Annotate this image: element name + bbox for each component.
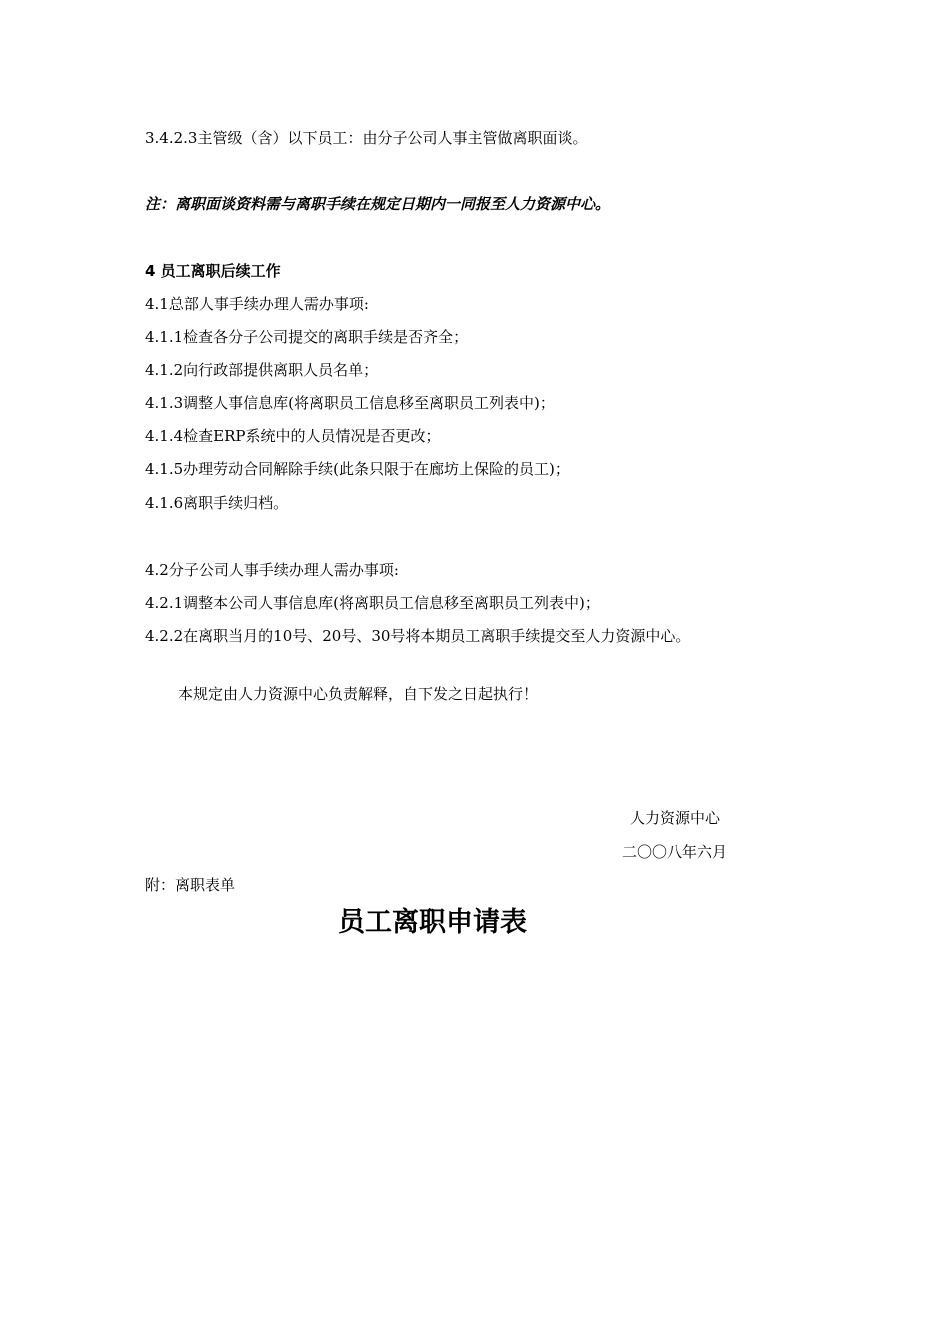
section-4-1-title: 4.1总部人事手续办理人需办事项:	[145, 295, 369, 313]
list-item: 4.2.2在离职当月的10号、20号、30号将本期员工离职手续提交至人力资源中心。	[145, 627, 691, 645]
list-item: 4.1.5办理劳动合同解除手续(此条只限于在廊坊上保险的员工)；	[145, 460, 570, 478]
list-item: 4.1.2向行政部提供离职人员名单；	[145, 361, 379, 379]
list-item: 4.1.1检查各分子公司提交的离职手续是否齐全；	[145, 328, 469, 346]
form-title: 员工离职申请表	[338, 907, 527, 938]
list-item: 4.1.3调整人事信息库(将离职员工信息移至离职员工列表中)；	[145, 394, 555, 412]
section-4-2-title: 4.2分子公司人事手续办理人需办事项:	[145, 561, 399, 579]
list-item: 4.1.4检查ERP系统中的人员情况是否更改；	[145, 427, 441, 445]
section-4-heading: 4 员工离职后续工作	[145, 262, 281, 280]
note-text: 注：离职面谈资料需与离职手续在规定日期内一同报至人力资源中心。	[145, 195, 611, 213]
signature-date: 二〇〇八年六月	[622, 843, 728, 861]
list-item: 4.1.6离职手续归档。	[145, 494, 289, 512]
closing-statement: 本规定由人力资源中心负责解释，自下发之日起执行！	[178, 685, 539, 703]
clause-3-4-2-3: 3.4.2.3主管级（含）以下员工：由分子公司人事主管做离职面谈。	[145, 129, 588, 147]
attachment-label: 附：离职表单	[145, 876, 236, 894]
signature-organization: 人力资源中心	[630, 809, 721, 827]
list-item: 4.2.1调整本公司人事信息库(将离职员工信息移至离职员工列表中)；	[145, 594, 600, 612]
